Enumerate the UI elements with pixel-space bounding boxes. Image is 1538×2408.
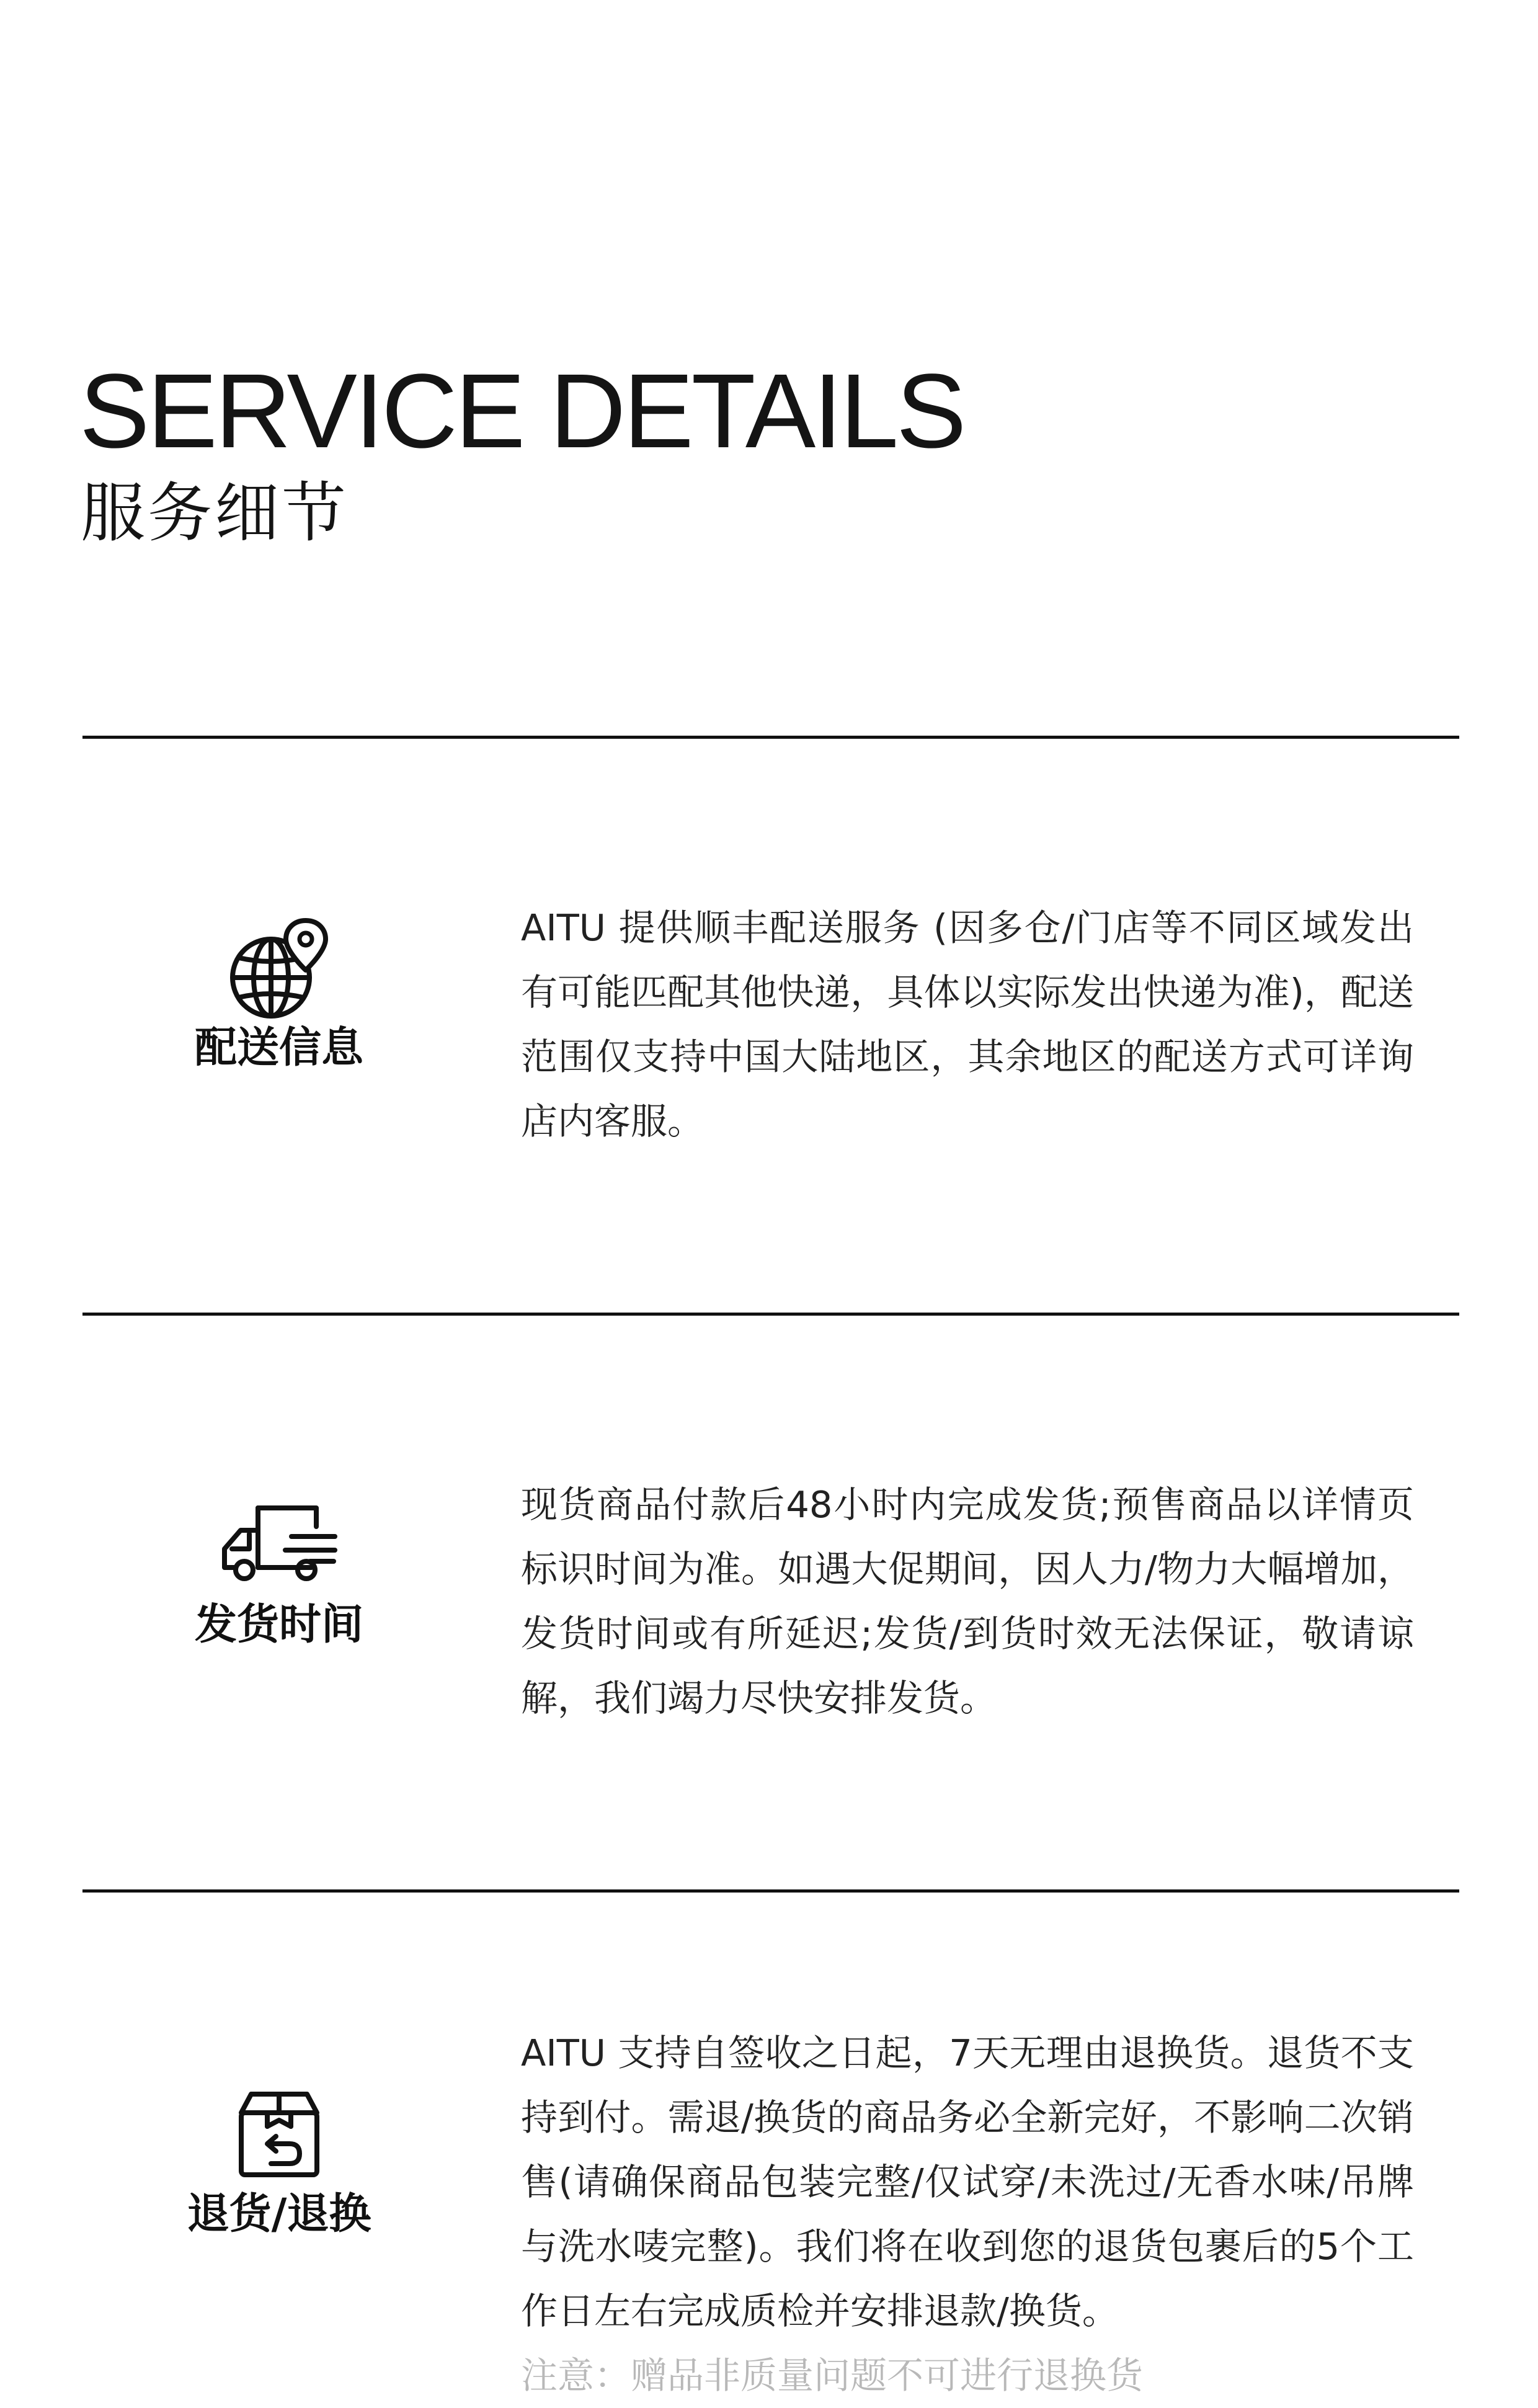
delivery-info-icon-group [167, 916, 391, 1072]
divider [82, 1313, 1459, 1316]
shipping-time-icon-group [167, 1492, 391, 1649]
returns-note: 注意：赠品非质量问题不可进行退换货 [521, 2354, 1144, 2397]
delivery-info-label: 配送信息 [194, 1023, 363, 1072]
delivery-info-text: AITU 提供顺丰配送服务 (因多仓/门店等不同区域发出有可能匹配其他快递，具体以实际发出快递为准)，配送范围仅支持中国大陆地区，其余地区的配送方式可详询店内客服。 [521, 906, 1414, 1143]
returns-icon-group [167, 2082, 391, 2239]
globe-location-pin-icon [226, 916, 332, 1021]
page-title: SERVICE DETAILS [79, 352, 964, 470]
page-subtitle: 服务细节 [81, 475, 349, 551]
shipping-time-label: 发货时间 [194, 1600, 363, 1649]
returns-label: 退货/退换 [187, 2190, 371, 2239]
return-box-icon [233, 2088, 326, 2181]
returns-text [521, 2021, 1414, 2408]
shipping-time-text: 现货商品付款后48小时内完成发货;预售商品以详情页标识时间为准。如遇大促期间，因人力/物力大幅增加，发货时间或有所延迟;发货/到货时效无法保证，敬请谅解，我们竭力尽快安排发货。 [521, 1483, 1414, 1719]
delivery-truck-icon [217, 1502, 341, 1589]
divider [82, 736, 1459, 739]
returns-text-body: AITU 支持自签收之日起，7天无理由退换货。退货不支持到付。需退/换货的商品务必全新完好，不影响二次销售(请确保商品包装完整/仅试穿/未洗过/无香水味/吊牌与洗水唛完整)。我们将在收到您的退货包裹后的5个工作日左右完成质检并安排退款/换货。 [521, 2031, 1414, 2332]
divider [82, 1889, 1459, 1893]
